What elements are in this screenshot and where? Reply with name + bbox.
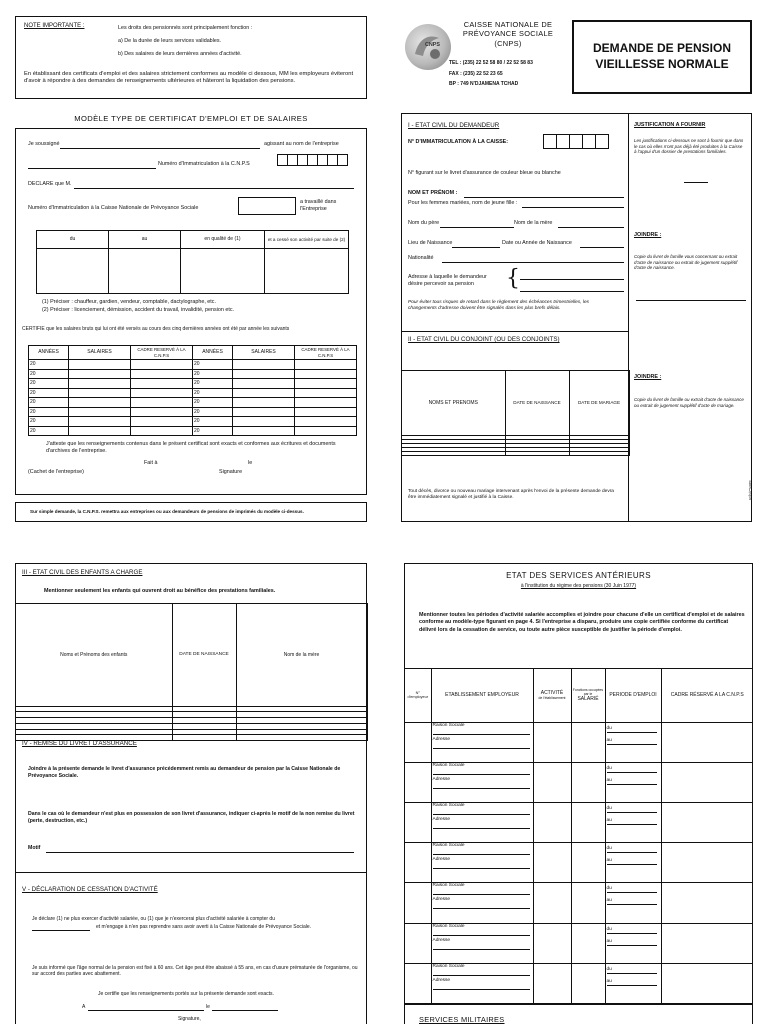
- periode-du-label: du: [607, 846, 657, 853]
- conjoint-cell[interactable]: [402, 451, 505, 455]
- raison-sociale-label: Raison Sociale: [432, 722, 465, 728]
- adresse-field-1[interactable]: [520, 274, 624, 280]
- signature-label: Signature: [219, 469, 243, 475]
- adresse-label: Adresse: [432, 977, 451, 983]
- adresse-field[interactable]: [433, 743, 530, 749]
- services-header-activite: [533, 669, 571, 723]
- org-line3: (CNPS): [494, 38, 522, 48]
- services-intro: Mentionner toutes les périodes d'activité salariée accomplies et joindre pour chacune d'elle un certificat d'emploi et de salaires conforme au modèle-type figurant en page 4. Si l'entreprise a disparu, produire une copie certifiée conforme du certificat délivré lors de la cessation de service, ou toute autre pièce susceptible de justifier la période d'emploi.: [419, 612, 745, 633]
- service-periode-cell: [605, 883, 661, 923]
- adresse-field[interactable]: [433, 783, 530, 789]
- period-header-au: au: [109, 231, 181, 249]
- cessation-signature: Signature,: [178, 1016, 201, 1022]
- conjoint-cell[interactable]: [569, 451, 629, 455]
- enfants-table: [16, 603, 368, 741]
- service-salarie-cell[interactable]: [571, 803, 605, 843]
- adresse-label: Adresse: [432, 736, 451, 742]
- service-salarie-cell[interactable]: [571, 923, 605, 963]
- salary-year-cell[interactable]: 20: [29, 369, 69, 379]
- salary-row: [29, 417, 357, 427]
- salary-cell[interactable]: [295, 388, 357, 398]
- raison-sociale-label: Raison Sociale: [432, 923, 465, 929]
- salary-cell[interactable]: [69, 369, 131, 379]
- services-header-salarie: [571, 669, 605, 723]
- conjoint-note: Tout décès, divorce ou nouveau mariage intervenant après l'envoi de la présente demande devra être immédiatement signalé et justifié à la Caisse.: [408, 489, 614, 500]
- nationalite-field[interactable]: [442, 257, 624, 263]
- note-label: NOTE IMPORTANTE :: [24, 23, 85, 29]
- periode-du-label: du: [607, 886, 657, 893]
- raison-sociale-field[interactable]: [433, 769, 530, 775]
- conjoint-body: [402, 435, 629, 455]
- motif-field[interactable]: [46, 847, 354, 853]
- service-cadre-cell[interactable]: [661, 963, 753, 1003]
- adresse-label: Adresse: [432, 857, 451, 863]
- pere-label: Nom du père: [408, 220, 440, 226]
- salary-year-cell[interactable]: 20: [29, 398, 69, 408]
- period-header-cesse: et a cessé son activité par suite de (2): [265, 231, 349, 249]
- period-cell[interactable]: [109, 249, 181, 294]
- services-header-etablissement: ETABLISSEMENT EMPLOYEUR: [431, 669, 533, 723]
- service-num-cell[interactable]: [405, 883, 431, 923]
- note2: (2) Préciser : licenciement, démission, accident du travail, invalidité, pension etc.: [42, 307, 235, 313]
- lieu-field[interactable]: [452, 242, 500, 248]
- service-etablissement-cell: [431, 963, 533, 1003]
- raison-sociale-field[interactable]: [433, 889, 530, 895]
- salary-row: [29, 379, 357, 389]
- period-header-qualite: en qualité de (1): [181, 231, 265, 249]
- immat-cnps-boxes[interactable]: [278, 154, 348, 166]
- conjoint-header-naissance: DATE DE NAISSANCE: [505, 371, 569, 436]
- etat-civil-heading: I - ETAT CIVIL DU DEMANDEUR: [408, 122, 500, 129]
- raison-sociale-field[interactable]: [433, 809, 530, 815]
- nom-label: NOM ET PRÉNOM :: [408, 190, 458, 196]
- digit-box[interactable]: [337, 154, 348, 166]
- salary-cell[interactable]: [69, 426, 131, 436]
- salary-header-cadre: CADRE RESERVÉ À LA C.N.P.S: [295, 346, 357, 360]
- service-salarie-cell[interactable]: [571, 963, 605, 1003]
- salary-year-cell[interactable]: 20: [193, 388, 233, 398]
- salary-cell[interactable]: [233, 417, 295, 427]
- form-title-line1: DEMANDE DE PENSION: [592, 41, 732, 55]
- adresse-field[interactable]: [433, 944, 530, 950]
- certificate-footer-box: [15, 502, 367, 522]
- periode-du-label: du: [607, 806, 657, 813]
- service-row: [405, 803, 753, 843]
- org-fax: FAX : (235) 22 52 23 65: [449, 71, 503, 77]
- service-etablissement-cell: [431, 762, 533, 802]
- immat-caisse-boxes[interactable]: [544, 134, 609, 149]
- enfant-cell[interactable]: [236, 735, 367, 741]
- cessation-a-label: A: [82, 1004, 86, 1010]
- service-num-cell[interactable]: [405, 923, 431, 963]
- raison-sociale-label: Raison Sociale: [432, 963, 465, 969]
- joindre-2-text: Copie du livret de famille ou extrait d'acte de naissance ou extrait de jugement supplétif d'acte de mariage.: [634, 397, 744, 408]
- cessation-a-field[interactable]: [88, 1005, 204, 1011]
- certificate-title: MODÈLE TYPE DE CERTIFICAT D'EMPLOI ET DE SALAIRES: [74, 114, 308, 123]
- services-header-num: N° d'employeur: [405, 669, 431, 723]
- adresse-field[interactable]: [433, 863, 530, 869]
- enfants-heading: III - ETAT CIVIL DES ENFANTS A CHARGE: [22, 569, 143, 576]
- immat-field-box[interactable]: [238, 197, 296, 215]
- salary-header-salaires: SALAIRES: [69, 346, 131, 360]
- raison-sociale-field[interactable]: [433, 970, 530, 976]
- note-item-b: b) Des salaires de leurs dernières années d'activité.: [118, 51, 242, 57]
- cessation-p1b: et m'engage à n'en pas reprendre sans avoir averti à la Caisse Nationale de Prévoyance Sociale.: [96, 924, 312, 930]
- note-item-a: a) De la durée de leurs services validables.: [118, 38, 222, 44]
- service-etablissement-cell: [431, 722, 533, 762]
- livret-p2: Dans le cas où le demandeur n'est plus en possession de son livret d'assurance, indiquer ci-après le motif de la non remise du livret (perte, destruction, etc.): [28, 811, 355, 824]
- salary-year-cell[interactable]: 20: [29, 388, 69, 398]
- service-cadre-cell[interactable]: [661, 762, 753, 802]
- service-etablissement-cell: [431, 843, 533, 883]
- femmes-label: Pour les femmes mariées, nom de jeune fille :: [408, 200, 518, 206]
- salary-year-cell[interactable]: 20: [29, 417, 69, 427]
- raison-sociale-label: Raison Sociale: [432, 803, 465, 809]
- cessation-certify: Je certifie que les renseignements portés sur la présente demande sont exacts.: [98, 991, 274, 997]
- livret-label: N° figurant sur le livret d'assurance de couleur bleue ou blanche: [408, 170, 561, 176]
- motif-label: Motif: [28, 845, 41, 851]
- note1: (1) Préciser : chauffeur, gardien, vendeur, comptable, dactylographe, etc.: [42, 299, 216, 305]
- period-cell[interactable]: [181, 249, 265, 294]
- salary-header-cadre: CADRE RESERVÉ À LA C.N.P.S: [131, 346, 193, 360]
- org-tel: TEL : (235) 22 52 58 80 / 22 52 58 83: [449, 60, 533, 66]
- services-militaires-heading: SERVICES MILITAIRES: [419, 1015, 505, 1024]
- lieu-label: Lieu de Naissance: [408, 240, 453, 246]
- form-title-box: [572, 20, 752, 94]
- services-box: [404, 563, 753, 1024]
- periode-du-label: du: [607, 726, 657, 733]
- services-header-periode: PERIODE D'EMPLOI: [605, 669, 661, 723]
- adresse-field[interactable]: [433, 984, 530, 990]
- joindre-1-label: JOINDRE :: [634, 232, 662, 238]
- service-cadre-cell[interactable]: [661, 843, 753, 883]
- conjoint-cell[interactable]: [505, 451, 569, 455]
- date-naissance-field[interactable]: [580, 242, 624, 248]
- immat-caisse-label: N° D'IMMATRICULATION À LA CAISSE:: [408, 139, 509, 145]
- salary-row: [29, 398, 357, 408]
- salary-header-annees: ANNÉES: [193, 346, 233, 360]
- form-title-line2: VIEILLESSE NORMALE: [595, 57, 729, 72]
- service-activite-cell[interactable]: [533, 883, 571, 923]
- salary-cell[interactable]: [131, 426, 193, 436]
- periode-au-label: au: [607, 939, 657, 946]
- org-name: [452, 20, 564, 48]
- form-title: [574, 40, 750, 72]
- enfants-header-date: DATE DE NAISSANCE: [172, 604, 236, 707]
- enfants-intro: Mentionner seulement les enfants qui ouvrent droit au bénéfice des prestations familiales.: [44, 588, 276, 594]
- salary-header-salaires: SALAIRES: [233, 346, 295, 360]
- livret-heading: IV - REMISE DU LIVRET D'ASSURANCE: [22, 740, 137, 747]
- raison-sociale-field[interactable]: [433, 849, 530, 855]
- org-line2: PRÉVOYANCE SOCIALE: [462, 29, 554, 39]
- enfants-header-mere: Nom de la mère: [236, 604, 367, 707]
- salary-cell[interactable]: [131, 360, 193, 370]
- soussigne-field[interactable]: [60, 143, 260, 149]
- salary-row: [29, 407, 357, 417]
- brace-icon: {: [506, 266, 520, 291]
- enfants-body: [16, 706, 367, 740]
- service-etablissement-cell: [431, 923, 533, 963]
- immat-label: Numéro d'Immatriculation à la Caisse Nationale de Prévoyance Sociale: [28, 205, 199, 211]
- cessation-heading: V - DÉCLARATION DE CESSATION D'ACTIVITÉ: [22, 886, 158, 893]
- cessation-date-field[interactable]: [32, 925, 90, 931]
- certificate-box: [15, 128, 367, 495]
- salary-year-cell[interactable]: 20: [193, 379, 233, 389]
- mere-label: Nom de la mère: [514, 220, 553, 226]
- certificate-footer: Sur simple demande, la C.N.P.S. remettra aux entreprises ou aux demandeurs de pensions de imprimés du modèle ci-dessus.: [30, 509, 304, 514]
- conjoint-table: [402, 370, 630, 456]
- services-subtitle: à l'institution du régime des pensions (30 Juin 1977): [520, 583, 637, 589]
- femmes-field[interactable]: [522, 202, 624, 208]
- salary-year-cell[interactable]: 20: [29, 379, 69, 389]
- adresse-field[interactable]: [433, 903, 530, 909]
- certifie-text: CERTIFIE que les salaires bruts qui lui ont été versés au cours des cinq dernières années ont été par année les suivants: [22, 326, 290, 332]
- salary-cell[interactable]: [233, 369, 295, 379]
- salary-cell[interactable]: [69, 398, 131, 408]
- declare-label: DECLARE que M.: [28, 181, 72, 187]
- salary-row: [29, 369, 357, 379]
- service-periode-cell: [605, 803, 661, 843]
- joindre-1-text: Copie du livret de famille vous concernant ou extrait d'acte de naissance ou extrait de jugement supplétif d'acte de naissance.: [634, 254, 738, 271]
- note-body: En établissant des certificats d'emploi et des salaires strictement conformes au modèle ci dessous, MM les employeurs éviteront d'avoir à répondre à des demandes de renseignements ultérieures et hâteront la liquidation des pensions.: [24, 71, 354, 85]
- activite-sub: de l'établissement: [538, 696, 566, 701]
- periode-au-label: au: [607, 979, 657, 986]
- services-body: [405, 722, 753, 1003]
- salary-year-cell[interactable]: 20: [193, 369, 233, 379]
- periode-du-label: du: [607, 967, 657, 974]
- periode-au-label: au: [607, 858, 657, 865]
- periode-au-label: au: [607, 778, 657, 785]
- raison-sociale-field[interactable]: [433, 930, 530, 936]
- conjoint-heading: II - ETAT CIVIL DU CONJOINT (OU DES CONJOINTS): [408, 336, 560, 343]
- period-cell[interactable]: [265, 249, 349, 294]
- services-table: [405, 668, 753, 1004]
- salary-year-cell[interactable]: 20: [29, 426, 69, 436]
- periode-du-label: du: [607, 766, 657, 773]
- activite-label: ACTIVITÉ: [540, 690, 564, 697]
- period-cell[interactable]: [37, 249, 109, 294]
- adresse-label: Adresse: [432, 776, 451, 782]
- cessation-le-label: le: [206, 1004, 210, 1010]
- declare-field[interactable]: [74, 183, 354, 189]
- salary-row: [29, 388, 357, 398]
- service-num-cell[interactable]: [405, 762, 431, 802]
- attest-text: J'atteste que les renseignements contenus dans le présent certificat sont exacts et conformes aux écritures et documents d'archives de l'entreprise.: [46, 441, 336, 454]
- salarie-label: SALARIÉ: [577, 696, 599, 703]
- service-cadre-cell[interactable]: [661, 883, 753, 923]
- raison-sociale-label: Raison Sociale: [432, 762, 465, 768]
- service-periode-cell: [605, 923, 661, 963]
- service-activite-cell[interactable]: [533, 762, 571, 802]
- conjoint-header-mariage: DATE DE MARIAGE: [569, 371, 629, 436]
- adresse-field-2[interactable]: [520, 286, 624, 292]
- service-row: [405, 963, 753, 1003]
- org-line1: CAISSE NATIONALE DE: [463, 20, 553, 29]
- cessation-p1a: Je déclare (1) ne plus exercer d'activité salariée, ou (1) que je n'exercerai plus d'activité salariée à compter du: [32, 916, 275, 922]
- service-cadre-cell[interactable]: [661, 803, 753, 843]
- adresse-label: Adresse: [432, 897, 451, 903]
- a-travaille-label: a travaillé dans l'Entreprise: [300, 199, 337, 212]
- salary-cell[interactable]: [233, 398, 295, 408]
- periode-au-label: au: [607, 818, 657, 825]
- note-box: [15, 16, 367, 99]
- service-num-cell[interactable]: [405, 843, 431, 883]
- digit-box[interactable]: [556, 134, 570, 149]
- service-salarie-cell[interactable]: [571, 883, 605, 923]
- justif-text: Les justifications ci-dessous ne sont à fournir que dans le cas où elles n'ont pas déjà été produites à la Caisse à l'appui d'un dossier de prestations familiales.: [634, 138, 744, 155]
- justif-heading: JUSTIFICATION A FOURNIR: [634, 122, 706, 128]
- service-periode-cell: [605, 843, 661, 883]
- digit-box[interactable]: [595, 134, 609, 149]
- conjoint-header-noms: NOMS ET PRENOMS: [402, 371, 505, 436]
- digit-box[interactable]: [582, 134, 596, 149]
- service-salarie-cell[interactable]: [571, 762, 605, 802]
- salary-cell[interactable]: [69, 360, 131, 370]
- services-title: ETAT DES SERVICES ANTÉRIEURS: [506, 571, 651, 580]
- salary-cell[interactable]: [233, 407, 295, 417]
- salary-cell[interactable]: [295, 379, 357, 389]
- salary-row: [29, 426, 357, 436]
- service-activite-cell[interactable]: [533, 803, 571, 843]
- note-intro: Les droits des pensionnés sont principalement fonction :: [118, 25, 253, 31]
- date-naissance-label: Date ou Année de Naissance: [502, 240, 572, 246]
- salary-year-cell[interactable]: 20: [193, 426, 233, 436]
- service-salarie-cell[interactable]: [571, 722, 605, 762]
- service-periode-cell: [605, 722, 661, 762]
- services-header-cadre: CADRE RÉSERVÉ A LA C.N.P.S: [661, 669, 753, 723]
- service-periode-cell: [605, 963, 661, 1003]
- salary-year-cell[interactable]: 20: [193, 407, 233, 417]
- salary-cell[interactable]: [295, 398, 357, 408]
- service-salarie-cell[interactable]: [571, 843, 605, 883]
- cessation-p2: Je suis informé que l'âge normal de la pension est fixé à 60 ans. Cet âge peut être abaissé à 55 ans, en cas d'usure prématurée de l'organisme, ou sur accord des parties avec abattement.: [32, 965, 358, 978]
- livret-p1: Joindre à la présente demande le livret d'assurance précédemment remis au demandeur de pension par la Caisse Nationale de Prévoyance Sociale.: [28, 766, 341, 779]
- cnps-logo: [405, 24, 451, 70]
- cessation-le-field[interactable]: [212, 1005, 278, 1011]
- salary-cell[interactable]: [295, 417, 357, 427]
- adresse-label: Adresse à laquelle le demandeur désire percevoir sa pension: [408, 274, 487, 287]
- service-cadre-cell[interactable]: [661, 923, 753, 963]
- service-row: [405, 722, 753, 762]
- mere-field[interactable]: [558, 222, 624, 228]
- digit-box[interactable]: [543, 134, 557, 149]
- salary-cell[interactable]: [233, 360, 295, 370]
- adresse-field[interactable]: [433, 823, 530, 829]
- enfants-header-noms: Noms et Prénoms des enfants: [16, 604, 172, 707]
- adresse-label: Adresse: [432, 937, 451, 943]
- salary-cell[interactable]: [233, 388, 295, 398]
- salary-cell[interactable]: [233, 379, 295, 389]
- adresse-label: Adresse: [432, 817, 451, 822]
- service-cadre-cell[interactable]: [661, 722, 753, 762]
- fonctions-sub: Fonctions occupées par le: [572, 687, 604, 697]
- salary-cell[interactable]: [69, 407, 131, 417]
- salary-cell[interactable]: [69, 417, 131, 427]
- fait-a-label: Fait à: [144, 460, 158, 466]
- le-label: le: [248, 460, 253, 466]
- periode-du-label: du: [607, 927, 657, 934]
- bottom-left-box: [15, 563, 367, 1024]
- period-header-du: du: [37, 231, 109, 249]
- salary-cell[interactable]: [131, 388, 193, 398]
- salary-cell[interactable]: [295, 426, 357, 436]
- salary-row: [29, 360, 357, 370]
- pere-field[interactable]: [440, 222, 514, 228]
- service-etablissement-cell: [431, 803, 533, 843]
- salary-cell[interactable]: [69, 388, 131, 398]
- nom-field[interactable]: [464, 192, 624, 198]
- salary-year-cell[interactable]: 20: [193, 398, 233, 408]
- salary-cell[interactable]: [295, 369, 357, 379]
- info-cnps-side: Info/CNPS: [748, 480, 753, 500]
- periode-au-label: au: [607, 898, 657, 905]
- digit-box[interactable]: [569, 134, 583, 149]
- etat-civil-box: [401, 113, 752, 522]
- entreprise-field[interactable]: [28, 163, 156, 169]
- salary-year-cell[interactable]: 20: [29, 360, 69, 370]
- salary-cell[interactable]: [131, 417, 193, 427]
- service-activite-cell[interactable]: [533, 963, 571, 1003]
- salary-body: [29, 360, 357, 436]
- immat-cnps-label: Numéro d'Immatriculation à la C.N.P.S: [158, 161, 250, 167]
- joindre-2-label: JOINDRE :: [634, 374, 662, 380]
- salary-cell[interactable]: [69, 379, 131, 389]
- service-num-cell[interactable]: [405, 963, 431, 1003]
- period-table: [36, 230, 349, 294]
- service-row: [405, 843, 753, 883]
- salary-cell[interactable]: [233, 426, 295, 436]
- salary-cell[interactable]: [131, 369, 193, 379]
- nationalite-label: Nationalité: [408, 255, 434, 261]
- raison-sociale-label: Raison Sociale: [432, 883, 465, 889]
- service-periode-cell: [605, 762, 661, 802]
- salary-table: [28, 345, 357, 436]
- service-row: [405, 923, 753, 963]
- salary-year-cell[interactable]: 20: [193, 417, 233, 427]
- salary-header-annees: ANNÉES: [29, 346, 69, 360]
- cachet-label: (Cachet de l'entreprise): [28, 469, 84, 475]
- service-activite-cell[interactable]: [533, 923, 571, 963]
- salary-year-cell[interactable]: 20: [193, 360, 233, 370]
- salary-cell[interactable]: [131, 407, 193, 417]
- service-etablissement-cell: [431, 883, 533, 923]
- service-num-cell[interactable]: [405, 803, 431, 843]
- logo-text: CNPS: [425, 42, 440, 48]
- salary-cell[interactable]: [131, 379, 193, 389]
- retard-note: Pour éviter tous risques de retard dans le règlement des échéances trimestrielles, les changements d'adresse doivent être signalés dans les plus brefs délais.: [408, 300, 590, 311]
- agissant-label: agissant au nom de l'entreprise: [264, 141, 339, 147]
- service-activite-cell[interactable]: [533, 843, 571, 883]
- soussigne-label: Je soussigné: [28, 141, 60, 147]
- salary-cell[interactable]: [295, 407, 357, 417]
- salary-cell[interactable]: [295, 360, 357, 370]
- raison-sociale-label: Raison Sociale: [432, 843, 465, 849]
- conjoint-row: [402, 451, 629, 455]
- salary-cell[interactable]: [131, 398, 193, 408]
- org-bp: BP : 749 N'DJAMENA TCHAD: [449, 81, 519, 87]
- raison-sociale-field[interactable]: [433, 729, 530, 735]
- service-activite-cell[interactable]: [533, 722, 571, 762]
- service-row: [405, 883, 753, 923]
- periode-au-label: au: [607, 738, 657, 745]
- salary-year-cell[interactable]: 20: [29, 407, 69, 417]
- enfant-cell[interactable]: [172, 735, 236, 741]
- service-num-cell[interactable]: [405, 722, 431, 762]
- service-row: [405, 762, 753, 802]
